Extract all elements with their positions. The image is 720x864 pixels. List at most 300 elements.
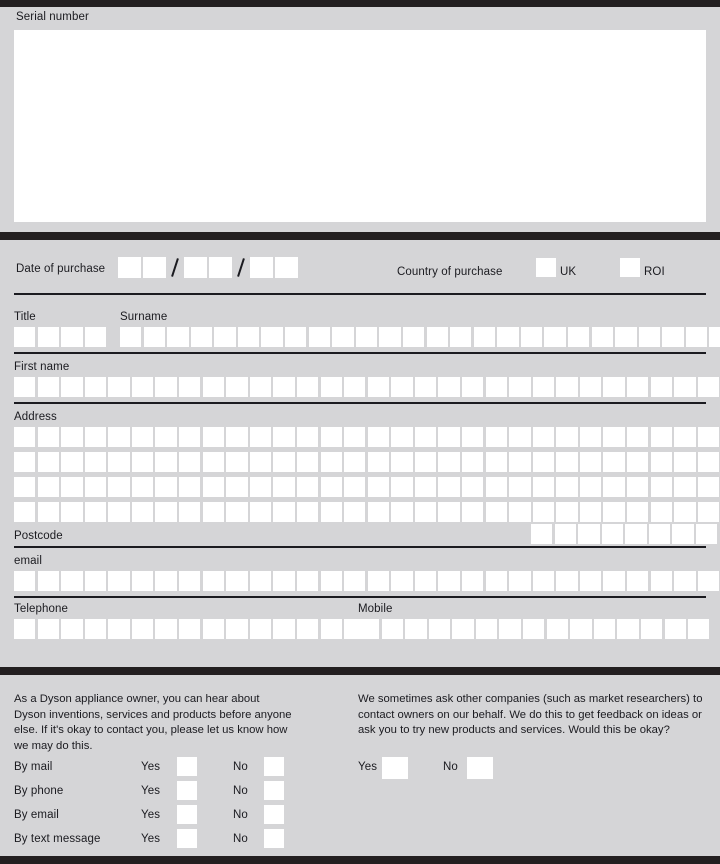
surname-char-box[interactable]: [662, 327, 683, 347]
address-input-boxes-row-4[interactable]: [14, 502, 720, 522]
first-name-char-box[interactable]: [38, 377, 59, 397]
address-char-box[interactable]: [391, 502, 412, 522]
surname-char-box[interactable]: [709, 327, 720, 347]
address-char-box[interactable]: [651, 427, 672, 447]
address-field-label: Address: [14, 411, 57, 423]
email-char-box[interactable]: [155, 571, 176, 591]
email-char-box[interactable]: [391, 571, 412, 591]
address-char-box[interactable]: [38, 452, 59, 472]
third-party-no-label: No: [443, 761, 458, 773]
address-char-box[interactable]: [85, 452, 106, 472]
address-char-box[interactable]: [462, 452, 483, 472]
first-name-char-box[interactable]: [556, 377, 577, 397]
address-char-box[interactable]: [14, 427, 35, 447]
postcode-input-boxes[interactable]: [531, 524, 717, 544]
surname-char-box[interactable]: [379, 327, 400, 347]
email-field-label: email: [14, 555, 42, 567]
address-char-box[interactable]: [674, 452, 695, 472]
postcode-char-box[interactable]: [531, 524, 552, 544]
mobile-char-box[interactable]: [499, 619, 520, 639]
telephone-char-box[interactable]: [321, 619, 342, 639]
first-name-char-box[interactable]: [651, 377, 672, 397]
address-char-box[interactable]: [438, 502, 459, 522]
address-char-box[interactable]: [651, 477, 672, 497]
surname-char-box[interactable]: [214, 327, 235, 347]
first-name-char-box[interactable]: [61, 377, 82, 397]
first-name-char-box[interactable]: [132, 377, 153, 397]
email-char-box[interactable]: [14, 571, 35, 591]
email-char-box[interactable]: [179, 571, 200, 591]
first-name-char-box[interactable]: [108, 377, 129, 397]
address-char-box[interactable]: [603, 477, 624, 497]
address-char-box[interactable]: [226, 502, 247, 522]
address-char-box[interactable]: [651, 502, 672, 522]
mobile-char-box[interactable]: [382, 619, 403, 639]
address-char-box[interactable]: [250, 477, 271, 497]
first-name-char-box[interactable]: [486, 377, 507, 397]
telephone-char-box[interactable]: [155, 619, 176, 639]
address-char-box[interactable]: [698, 502, 719, 522]
address-input-boxes-row-3[interactable]: [14, 477, 720, 497]
address-char-box[interactable]: [344, 452, 365, 472]
date-month-box[interactable]: [184, 257, 207, 278]
email-char-box[interactable]: [627, 571, 648, 591]
address-char-box[interactable]: [321, 427, 342, 447]
address-char-box[interactable]: [297, 452, 318, 472]
first-name-char-box[interactable]: [674, 377, 695, 397]
first-name-char-box[interactable]: [344, 377, 365, 397]
consent-yes-checkbox[interactable]: [177, 805, 197, 824]
surname-char-box[interactable]: [120, 327, 141, 347]
address-char-box[interactable]: [415, 452, 436, 472]
address-char-box[interactable]: [368, 502, 389, 522]
mobile-char-box[interactable]: [570, 619, 591, 639]
email-char-box[interactable]: [297, 571, 318, 591]
address-char-box[interactable]: [132, 427, 153, 447]
address-char-box[interactable]: [438, 477, 459, 497]
first-name-char-box[interactable]: [627, 377, 648, 397]
telephone-char-box[interactable]: [38, 619, 59, 639]
address-char-box[interactable]: [368, 452, 389, 472]
postcode-char-box[interactable]: [649, 524, 670, 544]
email-char-box[interactable]: [344, 571, 365, 591]
address-char-box[interactable]: [250, 502, 271, 522]
address-char-box[interactable]: [85, 502, 106, 522]
address-char-box[interactable]: [368, 427, 389, 447]
date-day-box[interactable]: [118, 257, 141, 278]
mobile-input-boxes[interactable]: [358, 619, 709, 639]
address-char-box[interactable]: [297, 502, 318, 522]
surname-char-box[interactable]: [592, 327, 613, 347]
address-char-box[interactable]: [179, 477, 200, 497]
address-char-box[interactable]: [509, 477, 530, 497]
address-char-box[interactable]: [438, 427, 459, 447]
title-char-box[interactable]: [85, 327, 106, 347]
address-char-box[interactable]: [509, 452, 530, 472]
address-char-box[interactable]: [321, 502, 342, 522]
address-char-box[interactable]: [155, 477, 176, 497]
address-char-box[interactable]: [603, 502, 624, 522]
address-char-box[interactable]: [273, 427, 294, 447]
country-checkbox-roi[interactable]: [620, 258, 640, 277]
date-of-purchase-boxes[interactable]: [118, 257, 300, 278]
address-char-box[interactable]: [108, 452, 129, 472]
surname-char-box[interactable]: [238, 327, 259, 347]
postcode-char-box[interactable]: [578, 524, 599, 544]
address-char-box[interactable]: [273, 477, 294, 497]
address-char-box[interactable]: [580, 427, 601, 447]
address-char-box[interactable]: [14, 502, 35, 522]
country-of-purchase-label: Country of purchase: [397, 266, 503, 278]
serial-number-input[interactable]: [14, 30, 706, 222]
title-input-boxes[interactable]: [14, 327, 106, 347]
telephone-char-box[interactable]: [85, 619, 106, 639]
address-char-box[interactable]: [203, 477, 224, 497]
address-char-box[interactable]: [438, 452, 459, 472]
consent-no-checkbox[interactable]: [264, 757, 284, 776]
address-char-box[interactable]: [108, 502, 129, 522]
address-char-box[interactable]: [698, 427, 719, 447]
address-char-box[interactable]: [344, 427, 365, 447]
address-char-box[interactable]: [391, 427, 412, 447]
date-year-box[interactable]: [275, 257, 298, 278]
address-char-box[interactable]: [627, 477, 648, 497]
address-char-box[interactable]: [203, 502, 224, 522]
first-name-char-box[interactable]: [462, 377, 483, 397]
address-char-box[interactable]: [368, 477, 389, 497]
address-char-box[interactable]: [297, 477, 318, 497]
postcode-char-box[interactable]: [602, 524, 623, 544]
address-char-box[interactable]: [627, 427, 648, 447]
telephone-char-box[interactable]: [108, 619, 129, 639]
mobile-char-box[interactable]: [405, 619, 426, 639]
address-char-box[interactable]: [509, 427, 530, 447]
first-name-char-box[interactable]: [368, 377, 389, 397]
address-char-box[interactable]: [462, 477, 483, 497]
telephone-char-box[interactable]: [61, 619, 82, 639]
email-char-box[interactable]: [603, 571, 624, 591]
address-char-box[interactable]: [698, 452, 719, 472]
consent-channel-label: By mail: [14, 761, 53, 773]
consent-no-checkbox[interactable]: [264, 781, 284, 800]
surname-char-box[interactable]: [403, 327, 424, 347]
address-char-box[interactable]: [533, 502, 554, 522]
email-char-box[interactable]: [321, 571, 342, 591]
mobile-char-box[interactable]: [617, 619, 638, 639]
address-char-box[interactable]: [61, 502, 82, 522]
address-char-box[interactable]: [674, 477, 695, 497]
email-input-boxes[interactable]: [14, 571, 720, 591]
consent-yes-checkbox[interactable]: [177, 781, 197, 800]
address-input-boxes-row-2[interactable]: [14, 452, 720, 472]
date-year-box[interactable]: [250, 257, 273, 278]
address-char-box[interactable]: [533, 452, 554, 472]
address-char-box[interactable]: [462, 502, 483, 522]
telephone-input-boxes[interactable]: [14, 619, 365, 639]
address-char-box[interactable]: [132, 452, 153, 472]
email-char-box[interactable]: [108, 571, 129, 591]
address-char-box[interactable]: [155, 427, 176, 447]
address-char-box[interactable]: [179, 452, 200, 472]
address-char-box[interactable]: [603, 452, 624, 472]
address-char-box[interactable]: [486, 477, 507, 497]
title-char-box[interactable]: [38, 327, 59, 347]
address-char-box[interactable]: [344, 477, 365, 497]
date-slash-1: [168, 257, 182, 278]
address-char-box[interactable]: [627, 452, 648, 472]
first-name-char-box[interactable]: [603, 377, 624, 397]
bottom-divider-bar: [0, 856, 720, 864]
address-char-box[interactable]: [61, 427, 82, 447]
mobile-char-box[interactable]: [523, 619, 544, 639]
mobile-field-label: Mobile: [358, 603, 393, 615]
address-char-box[interactable]: [674, 502, 695, 522]
address-char-box[interactable]: [226, 452, 247, 472]
country-checkbox-uk[interactable]: [536, 258, 556, 277]
mobile-char-box[interactable]: [665, 619, 686, 639]
surname-char-box[interactable]: [261, 327, 282, 347]
email-char-box[interactable]: [651, 571, 672, 591]
surname-input-boxes[interactable]: [120, 327, 720, 347]
address-char-box[interactable]: [179, 427, 200, 447]
first-name-char-box[interactable]: [533, 377, 554, 397]
surname-char-box[interactable]: [474, 327, 495, 347]
postcode-char-box[interactable]: [696, 524, 717, 544]
surname-char-box[interactable]: [167, 327, 188, 347]
address-char-box[interactable]: [533, 477, 554, 497]
third-party-consent-paragraph: We sometimes ask other companies (such as market researchers) to contact owners on our behalf. We do this to get feedback on ideas or ask you to try new products and services. Would this be okay?: [358, 693, 703, 736]
surname-char-box[interactable]: [521, 327, 542, 347]
first-name-char-box[interactable]: [226, 377, 247, 397]
telephone-char-box[interactable]: [273, 619, 294, 639]
first-name-char-box[interactable]: [415, 377, 436, 397]
address-char-box[interactable]: [415, 427, 436, 447]
first-name-char-box[interactable]: [14, 377, 35, 397]
date-day-box[interactable]: [143, 257, 166, 278]
consent-no-checkbox[interactable]: [264, 805, 284, 824]
serial-section-divider-bar: [0, 232, 720, 240]
telephone-char-box[interactable]: [250, 619, 271, 639]
email-char-box[interactable]: [698, 571, 719, 591]
surname-char-box[interactable]: [191, 327, 212, 347]
address-char-box[interactable]: [674, 427, 695, 447]
first-name-char-box[interactable]: [155, 377, 176, 397]
consent-no-checkbox[interactable]: [264, 829, 284, 848]
surname-char-box[interactable]: [497, 327, 518, 347]
address-char-box[interactable]: [486, 452, 507, 472]
address-char-box[interactable]: [321, 452, 342, 472]
address-char-box[interactable]: [155, 452, 176, 472]
address-char-box[interactable]: [38, 502, 59, 522]
date-slash-2: [234, 257, 248, 278]
email-char-box[interactable]: [556, 571, 577, 591]
surname-char-box[interactable]: [356, 327, 377, 347]
address-char-box[interactable]: [556, 427, 577, 447]
address-char-box[interactable]: [486, 502, 507, 522]
address-char-box[interactable]: [556, 502, 577, 522]
address-char-box[interactable]: [250, 427, 271, 447]
address-char-box[interactable]: [651, 452, 672, 472]
email-char-box[interactable]: [250, 571, 271, 591]
address-char-box[interactable]: [556, 452, 577, 472]
first-name-char-box[interactable]: [698, 377, 719, 397]
telephone-char-box[interactable]: [14, 619, 35, 639]
mobile-char-box[interactable]: [547, 619, 568, 639]
email-char-box[interactable]: [438, 571, 459, 591]
address-char-box[interactable]: [273, 452, 294, 472]
surname-char-box[interactable]: [309, 327, 330, 347]
first-name-char-box[interactable]: [273, 377, 294, 397]
title-field-label: Title: [14, 311, 36, 323]
address-char-box[interactable]: [38, 427, 59, 447]
surname-char-box[interactable]: [568, 327, 589, 347]
address-char-box[interactable]: [556, 477, 577, 497]
email-char-box[interactable]: [85, 571, 106, 591]
third-party-no-checkbox[interactable]: [467, 757, 493, 779]
address-char-box[interactable]: [108, 477, 129, 497]
address-char-box[interactable]: [155, 502, 176, 522]
consent-yes-label: Yes: [141, 809, 161, 821]
surname-char-box[interactable]: [144, 327, 165, 347]
surname-char-box[interactable]: [615, 327, 636, 347]
address-char-box[interactable]: [85, 427, 106, 447]
consent-no-label: No: [233, 833, 248, 845]
date-of-purchase-label: Date of purchase: [16, 263, 106, 275]
address-char-box[interactable]: [297, 427, 318, 447]
first-name-char-box[interactable]: [438, 377, 459, 397]
postcode-field-label: Postcode: [14, 530, 63, 542]
email-char-box[interactable]: [273, 571, 294, 591]
title-char-box[interactable]: [14, 327, 35, 347]
email-char-box[interactable]: [203, 571, 224, 591]
telephone-char-box[interactable]: [179, 619, 200, 639]
address-char-box[interactable]: [486, 427, 507, 447]
email-char-box[interactable]: [674, 571, 695, 591]
surname-char-box[interactable]: [285, 327, 306, 347]
email-char-box[interactable]: [61, 571, 82, 591]
address-char-box[interactable]: [179, 502, 200, 522]
first-name-char-box[interactable]: [391, 377, 412, 397]
address-char-box[interactable]: [580, 452, 601, 472]
purchase-section-rule: [14, 293, 706, 295]
address-char-box[interactable]: [226, 477, 247, 497]
first-name-char-box[interactable]: [297, 377, 318, 397]
address-char-box[interactable]: [698, 477, 719, 497]
surname-char-box[interactable]: [450, 327, 471, 347]
address-char-box[interactable]: [14, 477, 35, 497]
surname-char-box[interactable]: [686, 327, 707, 347]
mobile-char-box[interactable]: [452, 619, 473, 639]
date-month-box[interactable]: [209, 257, 232, 278]
mobile-char-box[interactable]: [429, 619, 450, 639]
consent-yes-checkbox[interactable]: [177, 757, 197, 776]
email-char-box[interactable]: [368, 571, 389, 591]
email-char-box[interactable]: [509, 571, 530, 591]
address-char-box[interactable]: [132, 502, 153, 522]
address-char-box[interactable]: [14, 452, 35, 472]
address-char-box[interactable]: [533, 427, 554, 447]
email-char-box[interactable]: [486, 571, 507, 591]
mobile-char-box[interactable]: [358, 619, 379, 639]
email-char-box[interactable]: [533, 571, 554, 591]
email-char-box[interactable]: [462, 571, 483, 591]
telephone-char-box[interactable]: [132, 619, 153, 639]
address-char-box[interactable]: [203, 452, 224, 472]
address-char-box[interactable]: [85, 477, 106, 497]
address-char-box[interactable]: [108, 427, 129, 447]
telephone-char-box[interactable]: [297, 619, 318, 639]
address-char-box[interactable]: [462, 427, 483, 447]
postcode-char-box[interactable]: [672, 524, 693, 544]
mobile-char-box[interactable]: [688, 619, 709, 639]
address-char-box[interactable]: [61, 452, 82, 472]
address-char-box[interactable]: [391, 477, 412, 497]
mobile-char-box[interactable]: [641, 619, 662, 639]
address-char-box[interactable]: [580, 477, 601, 497]
surname-field-label: Surname: [120, 311, 168, 323]
first-name-char-box[interactable]: [509, 377, 530, 397]
address-char-box[interactable]: [415, 502, 436, 522]
address-char-box[interactable]: [321, 477, 342, 497]
address-char-box[interactable]: [580, 502, 601, 522]
surname-char-box[interactable]: [639, 327, 660, 347]
mobile-char-box[interactable]: [476, 619, 497, 639]
first-name-char-box[interactable]: [203, 377, 224, 397]
third-party-yes-checkbox[interactable]: [382, 757, 408, 779]
consent-channel-label: By phone: [14, 785, 64, 797]
consent-no-label: No: [233, 809, 248, 821]
email-char-box[interactable]: [226, 571, 247, 591]
address-input-boxes-row-1[interactable]: [14, 427, 720, 447]
email-char-box[interactable]: [415, 571, 436, 591]
surname-char-box[interactable]: [332, 327, 353, 347]
first-name-input-boxes[interactable]: [14, 377, 720, 397]
email-char-box[interactable]: [580, 571, 601, 591]
first-name-char-box[interactable]: [250, 377, 271, 397]
telephone-char-box[interactable]: [226, 619, 247, 639]
address-char-box[interactable]: [273, 502, 294, 522]
address-char-box[interactable]: [344, 502, 365, 522]
address-char-box[interactable]: [250, 452, 271, 472]
address-char-box[interactable]: [38, 477, 59, 497]
email-char-box[interactable]: [38, 571, 59, 591]
first-name-char-box[interactable]: [321, 377, 342, 397]
postcode-char-box[interactable]: [625, 524, 646, 544]
mobile-char-box[interactable]: [594, 619, 615, 639]
address-char-box[interactable]: [203, 427, 224, 447]
first-name-char-box[interactable]: [85, 377, 106, 397]
first-name-char-box[interactable]: [580, 377, 601, 397]
address-char-box[interactable]: [61, 477, 82, 497]
consent-yes-label: Yes: [141, 785, 161, 797]
address-char-box[interactable]: [226, 427, 247, 447]
address-char-box[interactable]: [132, 477, 153, 497]
address-char-box[interactable]: [391, 452, 412, 472]
address-char-box[interactable]: [415, 477, 436, 497]
surname-char-box[interactable]: [427, 327, 448, 347]
address-char-box[interactable]: [603, 427, 624, 447]
title-char-box[interactable]: [61, 327, 82, 347]
first-name-char-box[interactable]: [179, 377, 200, 397]
telephone-char-box[interactable]: [203, 619, 224, 639]
postcode-char-box[interactable]: [555, 524, 576, 544]
surname-char-box[interactable]: [544, 327, 565, 347]
address-char-box[interactable]: [509, 502, 530, 522]
email-char-box[interactable]: [132, 571, 153, 591]
consent-yes-label: Yes: [141, 761, 161, 773]
consent-yes-checkbox[interactable]: [177, 829, 197, 848]
address-char-box[interactable]: [627, 502, 648, 522]
